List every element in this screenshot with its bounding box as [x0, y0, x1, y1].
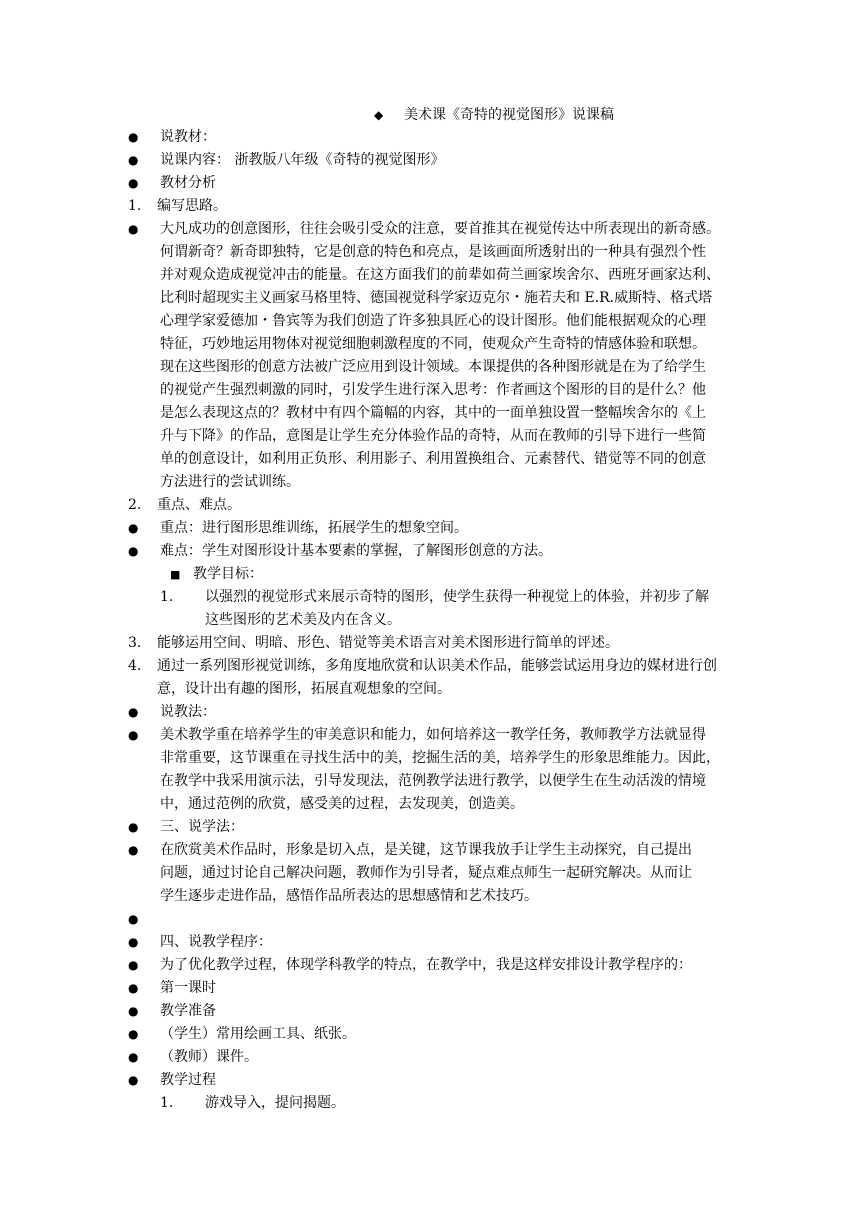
document-title: 美术课《奇特的视觉图形》说课稿 [404, 107, 614, 123]
paragraph-line: 的视觉产生强烈刺激的同时，引发学生进行深入思考：作者画这个图形的目的是什么？他 [160, 382, 706, 398]
bullet-icon: ● [128, 705, 139, 719]
bullet-icon: ● [128, 912, 139, 926]
list-item-text: （教师）课件。 [160, 1049, 258, 1065]
paragraph-line: 非常重要，这节课重在寻找生活中的美，挖掘生活的美，培养学生的形象思维能力。因此， [160, 750, 720, 766]
number-marker: 1. [160, 1095, 174, 1111]
list-item-text: 三、说学法： [160, 819, 244, 835]
paragraph-line: 比利时超现实主义画家马格里特、德国视觉科学家迈克尔・施若夫和 E.R.威斯特、格式塔 [160, 290, 713, 306]
list-item-text: 教学目标： [193, 566, 263, 582]
square-bullet-icon: ■ [170, 568, 181, 581]
bullet-icon: ● [128, 820, 139, 834]
list-item-text: 能够运用空间、明暗、形色、错觉等美术语言对美术图形进行简单的评述。 [157, 635, 619, 651]
bullet-icon: ● [128, 1073, 139, 1087]
number-marker: 1. [128, 198, 142, 214]
paragraph-line: 美术教学重在培养学生的审美意识和能力，如何培养这一教学任务，教师教学方法就显得 [160, 727, 706, 743]
list-item-text: 教学过程 [160, 1072, 216, 1088]
paragraph-line: 中，通过范例的欣赏，感受美的过程，去发现美，创造美。 [160, 796, 524, 812]
list-item-text: 说教法： [160, 704, 216, 720]
list-item-text: 游戏导入，提问揭题。 [205, 1095, 345, 1111]
list-item-text: 教学准备 [160, 1003, 216, 1019]
paragraph-line: 特征，巧妙地运用物体对视觉细胞刺激程度的不同，使观众产生奇特的情感体验和联想。 [160, 336, 706, 352]
bullet-icon: ● [128, 1027, 139, 1041]
paragraph-line: 何谓新奇？新奇即独特，它是创意的特色和亮点，是该画面所透射出的一种具有强烈个性 [160, 244, 706, 260]
list-item-text: 难点：学生对图形设计基本要素的掌握，了解图形创意的方法。 [160, 543, 552, 559]
paragraph-line: 通过一系列图形视觉训练，多角度地欣赏和认识美术作品，能够尝试运用身边的媒材进行创 [157, 658, 717, 674]
list-item-text: 说教材： [160, 129, 216, 145]
document-title-row [374, 106, 614, 124]
paragraph-line: 问题，通过讨论自己解决问题，教师作为引导者，疑点难点师生一起研究解决。从而让 [160, 865, 692, 881]
bullet-icon: ● [128, 981, 139, 995]
paragraph-line: 学生逐步走进作品，感悟作品所表达的思想感情和艺术技巧。 [160, 888, 538, 904]
list-item-text: 第一课时 [160, 980, 216, 996]
list-item-text: 重点、难点。 [157, 497, 241, 513]
paragraph-line: 现在这些图形的创意方法被广泛应用到设计领域。本课提供的各种图形就是在为了给学生 [160, 359, 706, 375]
bullet-icon: ● [128, 1050, 139, 1064]
paragraph-line: 并对观众造成视觉冲击的能量。在这方面我们的前辈如荷兰画家埃舍尔、西班牙画家达利、 [160, 267, 720, 283]
bullet-icon: ● [128, 153, 139, 167]
bullet-icon: ● [128, 935, 139, 949]
paragraph-line: 在欣赏美术作品时，形象是切入点，是关键，这节课我放手让学生主动探究，自己提出 [160, 842, 692, 858]
paragraph-line: 单的创意设计，如利用正负形、利用影子、利用置换组合、元素替代、错觉等不同的创意 [160, 451, 706, 467]
list-item-text: 重点：进行图形思维训练，拓展学生的想象空间。 [160, 520, 468, 536]
paragraph-line: 升与下降》的作品，意图是让学生充分体验作品的奇特，从而在教师的引导下进行一些简 [160, 428, 706, 444]
number-marker: 1. [160, 589, 174, 605]
list-item-text: 说课内容： 浙教版八年级《奇特的视觉图形》 [160, 152, 445, 168]
paragraph-line: 在教学中我采用演示法，引导发现法，范例教学法进行教学，以便学生在生动活泼的情境 [160, 773, 706, 789]
bullet-icon: ● [128, 544, 139, 558]
bullet-icon: ● [128, 521, 139, 535]
paragraph-line: 是怎么表现这点的？教材中有四个篇幅的内容，其中的一面单独设置一整幅埃舍尔的《上 [160, 405, 706, 421]
diamond-bullet-icon: ◆ [374, 108, 384, 122]
paragraph-line: 这些图形的艺术美及内在含义。 [205, 612, 401, 628]
bullet-icon: ● [128, 130, 139, 144]
list-item-text: 教材分析 [160, 175, 216, 191]
list-item-text: （学生）常用绘画工具、纸张。 [160, 1026, 356, 1042]
bullet-icon: ● [128, 728, 139, 742]
paragraph-line: 以强烈的视觉形式来展示奇特的图形，使学生获得一种视觉上的体验，并初步了解 [205, 589, 709, 605]
paragraph-line: 意，设计出有趣的图形，拓展直观想象的空间。 [157, 681, 451, 697]
list-item-text: 为了优化教学过程，体现学科教学的特点，在教学中，我是这样安排设计教学程序的： [160, 957, 692, 973]
bullet-icon: ● [128, 1004, 139, 1018]
number-marker: 4. [128, 658, 142, 674]
list-item-text: 四、说教学程序： [160, 934, 272, 950]
number-marker: 3. [128, 635, 142, 651]
bullet-icon: ● [128, 222, 139, 236]
list-item-text: 编写思路。 [157, 198, 227, 214]
paragraph-line: 大凡成功的创意图形，往往会吸引受众的注意，要首推其在视觉传达中所表现出的新奇感。 [160, 221, 720, 237]
number-marker: 2. [128, 497, 142, 513]
bullet-icon: ● [128, 958, 139, 972]
bullet-icon: ● [128, 843, 139, 857]
bullet-icon: ● [128, 176, 139, 190]
paragraph-line: 心理学家爱德加・鲁宾等为我们创造了许多独具匠心的设计图形。他们能根据观众的心理 [160, 313, 706, 329]
paragraph-line: 方法进行的尝试训练。 [160, 474, 300, 490]
